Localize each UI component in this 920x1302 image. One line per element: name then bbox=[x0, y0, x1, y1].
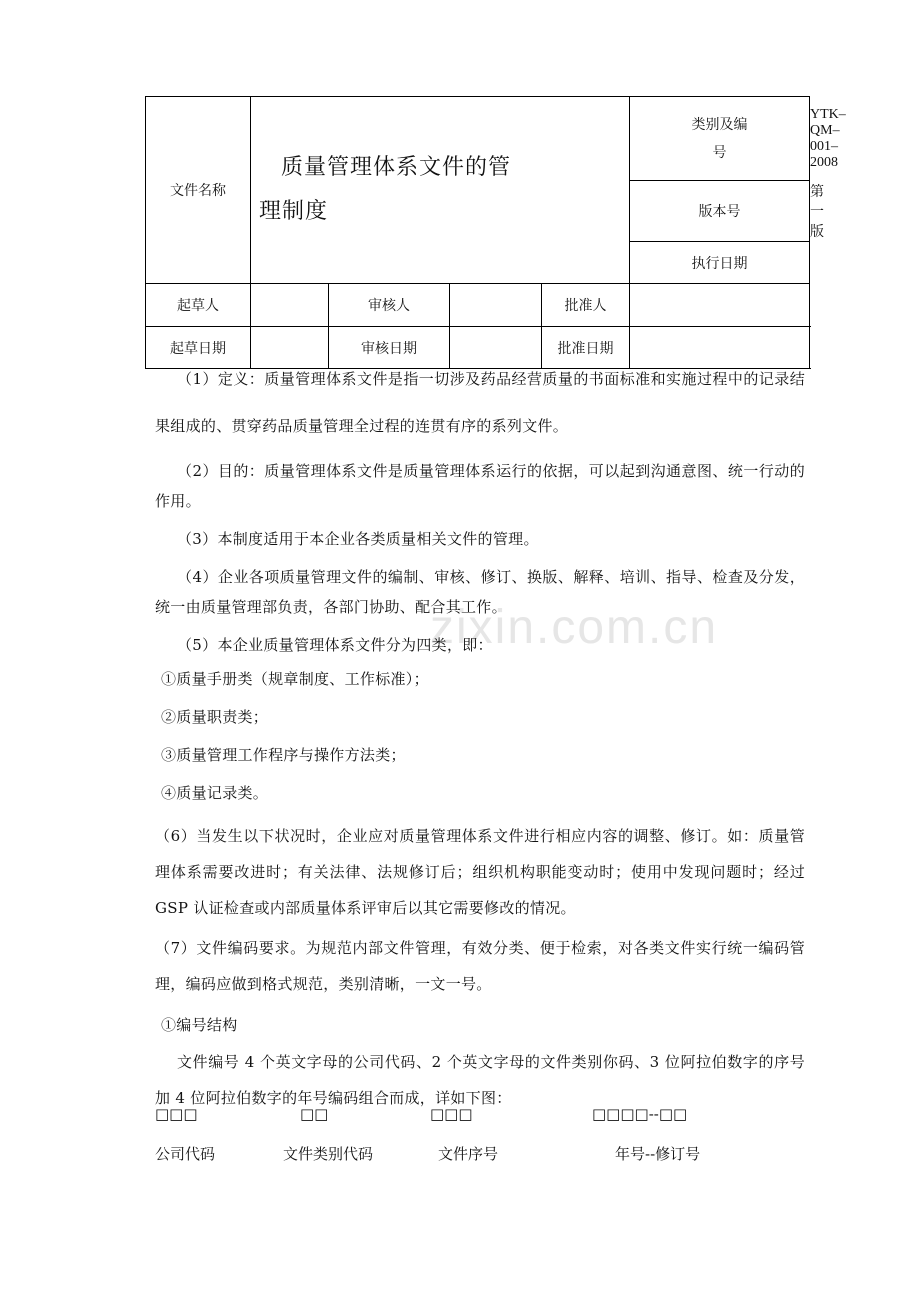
boxes-serial-number: □□□ bbox=[430, 1105, 473, 1123]
subheading-number-structure: ①编号结构 bbox=[161, 1016, 238, 1034]
boxes-category-code: □□ bbox=[300, 1105, 329, 1123]
paragraph-scope: （3）本制度适用于本企业各类质量相关文件的管理。 bbox=[177, 530, 539, 548]
paragraph-categories: （5）本企业质量管理体系文件分为四类，即： bbox=[177, 636, 493, 654]
document-header-table: 文件名称 质量管理体系文件的管 理制度 类别及编 号 YTK–QM–001–2008 版本号 第一版 执行日期 起草人 审核人 批准人 起草日期 审核日期 批准日期 bbox=[145, 96, 810, 369]
category-label bbox=[630, 97, 810, 181]
review-date-label: 审核日期 bbox=[329, 327, 450, 369]
paragraph-responsibility: （4）企业各项质量管理文件的编制、审核、修订、换版、解释、培训、指导、检查及分发，统一由质量管理部负责，各部门协助、配合其工作。 bbox=[155, 568, 805, 616]
category-label-line2: 号 bbox=[712, 144, 727, 161]
paragraph-number-structure: 文件编号 4 个英文字母的公司代码、2 个英文字母的文件类别你码、3 位阿拉伯数字的序号加 4 位阿拉伯数字的年号编码组合而成，详如下图： bbox=[155, 1053, 805, 1107]
paragraph-coding: （7）文件编码要求。为规范内部文件管理，有效分类、便于检索，对各类文件实行统一编码管理，编码应做到格式规范，类别清晰，一文一号。 bbox=[155, 939, 805, 993]
document-title bbox=[251, 97, 630, 284]
boxes-company-code: □□□ bbox=[155, 1105, 198, 1123]
paragraph-purpose: （2）目的：质量管理体系文件是质量管理体系运行的依据，可以起到沟通意图、统一行动的作用。 bbox=[155, 462, 805, 510]
reviewer-label: 审核人 bbox=[329, 284, 450, 327]
paragraph-definition: （1）定义：质量管理体系文件是指一切涉及药品经营质量的书面标准和实施过程中的记录结果组成的、贯穿药品质量管理全过程的连贯有序的系列文件。 bbox=[155, 370, 805, 435]
label-company-code: 公司代码 bbox=[155, 1145, 216, 1163]
document-title-line1: 质量管理体系文件的管 bbox=[281, 155, 512, 180]
document-title-line2: 理制度 bbox=[259, 199, 329, 224]
label-serial-number: 文件序号 bbox=[438, 1145, 499, 1163]
list-item-records: ④质量记录类。 bbox=[161, 784, 269, 802]
approver-label: 批准人 bbox=[542, 284, 630, 327]
list-item-quality-duties: ②质量职责类； bbox=[161, 708, 269, 726]
reviewer-value bbox=[450, 284, 542, 327]
draft-date-label: 起草日期 bbox=[146, 327, 251, 369]
list-item-procedures: ③质量管理工作程序与操作方法类； bbox=[161, 746, 406, 764]
approve-date-label: 批准日期 bbox=[542, 327, 630, 369]
category-label-line1: 类别及编 bbox=[691, 116, 748, 133]
list-item-quality-manual: ①质量手册类（规章制度、工作标准）； bbox=[161, 670, 429, 688]
boxes-year-revision: □□□□--□□ bbox=[592, 1105, 688, 1123]
drafter-value bbox=[251, 284, 329, 327]
label-year-revision: 年号--修订号 bbox=[615, 1145, 701, 1163]
exec-date-label: 执行日期 bbox=[630, 242, 810, 284]
label-category-code: 文件类别代码 bbox=[283, 1145, 374, 1163]
document-body bbox=[155, 356, 805, 1116]
watermark: zixin.com.cn bbox=[430, 601, 719, 654]
approver-value bbox=[630, 284, 810, 327]
drafter-label: 起草人 bbox=[146, 284, 251, 327]
paragraph-revision: （6）当发生以下状况时，企业应对质量管理体系文件进行相应内容的调整、修订。如：质量管理体系需要改进时；有关法律、法规修订后；组织机构职能变动时；使用中发现问题时；经过 GSP 认证检查或内部质量体系评审后以其它需要修改的情况。 bbox=[155, 827, 805, 917]
file-name-label: 文件名称 bbox=[146, 97, 251, 284]
version-label: 版本号 bbox=[630, 181, 810, 242]
